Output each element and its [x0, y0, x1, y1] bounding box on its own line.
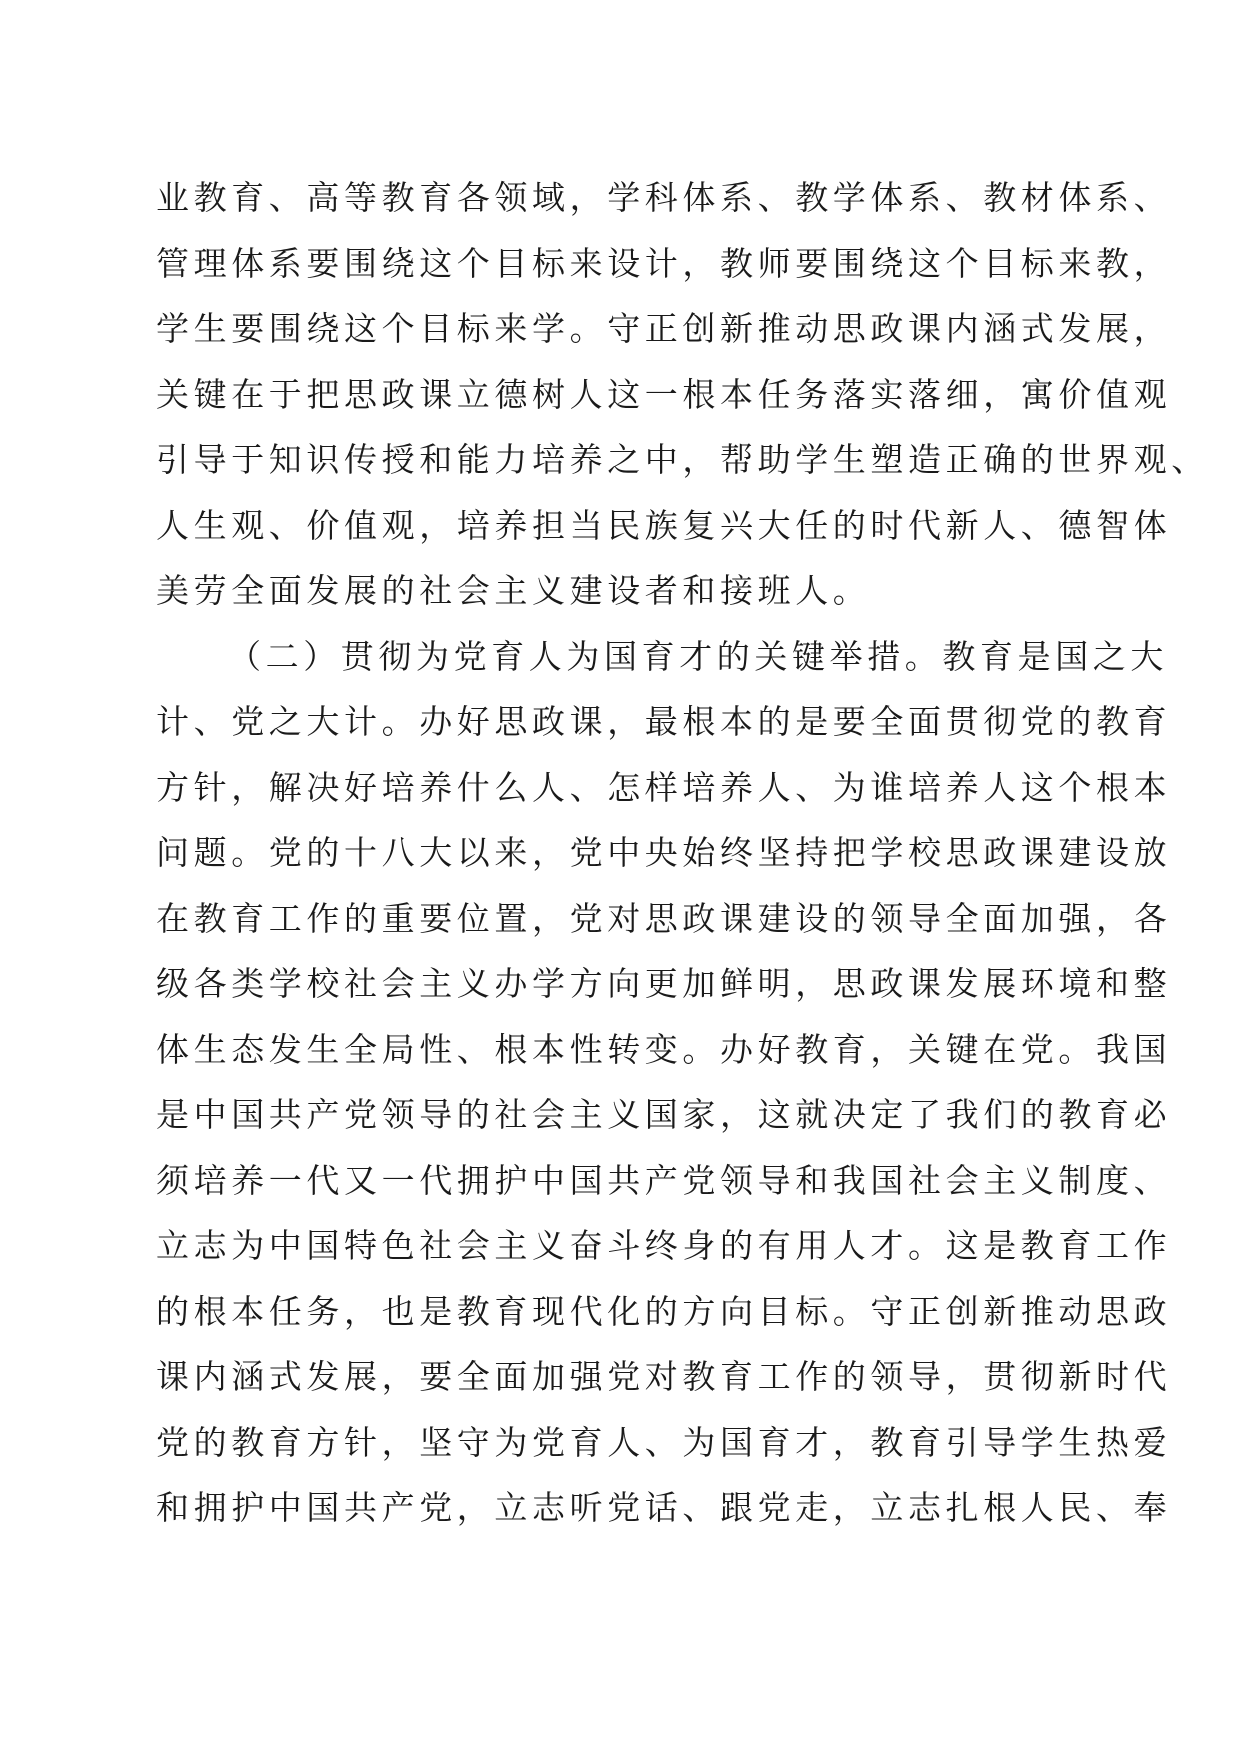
text-line: 引导于知识传授和能力培养之中，帮助学生塑造正确的世界观、: [156, 440, 1209, 479]
text-line: 管理体系要围绕这个目标来设计，教师要围绕这个目标来教，: [156, 243, 1172, 283]
text-line: 计、党之大计。办好思政课，最根本的是要全面贯彻党的教育: [156, 702, 1172, 741]
text-line: 课内涵式发展，要全面加强党对教育工作的领导，贯彻新时代: [156, 1357, 1172, 1396]
text-line: 是中国共产党领导的社会主义国家，这就决定了我们的教育必: [156, 1095, 1172, 1134]
text-line: 问题。党的十八大以来，党中央始终坚持把学校思政课建设放: [156, 833, 1172, 872]
text-line: 立志为中国特色社会主义奋斗终身的有用人才。这是教育工作: [156, 1226, 1172, 1265]
text-line: 人生观、价值观，培养担当民族复兴大任的时代新人、德智体: [156, 505, 1172, 545]
text-line: 的根本任务，也是教育现代化的方向目标。守正创新推动思政: [156, 1291, 1172, 1331]
text-line: 在教育工作的重要位置，党对思政课建设的领导全面加强，各: [156, 898, 1172, 938]
text-line: 美劳全面发展的社会主义建设者和接班人。: [156, 571, 871, 610]
text-line: 党的教育方针，坚守为党育人、为国育才，教育引导学生热爱: [156, 1422, 1172, 1462]
text-line: 业教育、高等教育各领域，学科体系、教学体系、教材体系、: [156, 178, 1172, 217]
text-line: 级各类学校社会主义办学方向更加鲜明，思政课发展环境和整: [156, 964, 1172, 1003]
text-line: 关键在于把思政课立德树人这一根本任务落实落细，寓价值观: [156, 374, 1172, 414]
paragraph-section-two: [156, 624, 1172, 1541]
text-line: 方针，解决好培养什么人、怎样培养人、为谁培养人这个根本: [156, 767, 1172, 807]
text-line: 体生态发生全局性、根本性转变。办好教育，关键在党。我国: [156, 1029, 1172, 1069]
text-line: 和拥护中国共产党，立志听党话、跟党走，立志扎根人民、奉: [156, 1488, 1172, 1527]
paragraph-continuation: [156, 165, 1209, 624]
text-line: 须培养一代又一代拥护中国共产党领导和我国社会主义制度、: [156, 1160, 1172, 1200]
section-heading-line: （二）贯彻为党育人为国育才的关键举措。教育是国之大: [228, 636, 1168, 676]
text-line: 学生要围绕这个目标来学。守正创新推动思政课内涵式发展，: [156, 309, 1172, 348]
document-body: [156, 165, 1209, 1541]
